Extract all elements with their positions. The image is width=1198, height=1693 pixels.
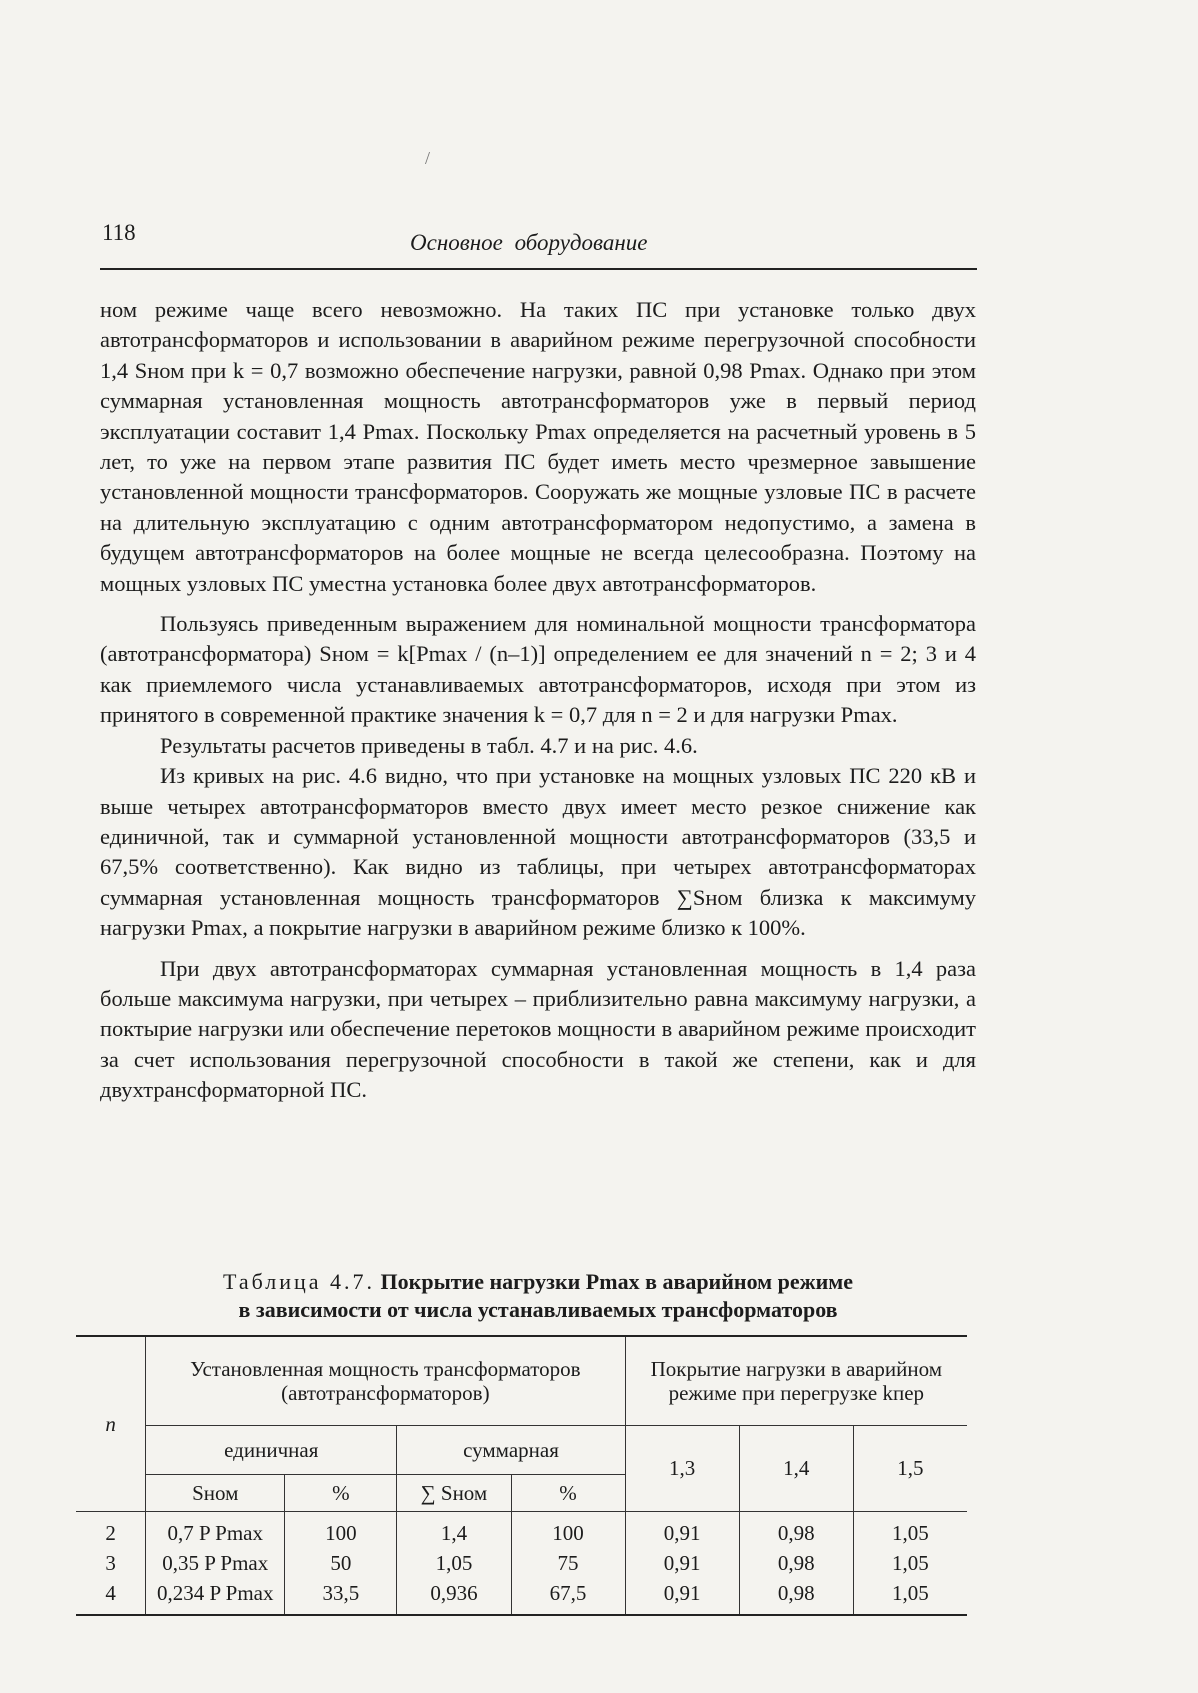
group-coverage-header: Покрытие нагрузки в аварийном режиме при перегрузке kпер bbox=[625, 1336, 967, 1426]
page-header bbox=[100, 208, 977, 270]
paragraph-1: ном режиме чаще всего невозможно. На таких ПС при установке только двух автотрансформаторов и использовании в аварийном режиме перегрузочной способности 1,4 Sном при k = 0,7 возможно обеспечение нагрузки, равной 0,98 Pmax. Однако при этом суммарная установленная мощность автотрансформаторов уже в первый период эксплуатации составит 1,4 Pmax. Поскольку Pmax определяется на расчетный уровень в 5 лет, то уже на первом этапе развития ПС будет иметь место чрезмерное завышение установленной мощности трансформаторов. Сооружать же мощные узловые ПС в расчете на длительную эксплуатацию с одним автотрансформатором недопустимо, а замена в будущем автотрансформаторов на более мощные не всегда целесообразна. Поэтому на мощных узловых ПС уместна установка более двух автотрансформаторов. bbox=[100, 297, 976, 596]
sym-pct1-header: % bbox=[285, 1475, 397, 1512]
body-text bbox=[100, 295, 976, 1106]
table-row bbox=[76, 1578, 967, 1615]
group-installed-header: Установленная мощность трансформаторов (автотрансформаторов) bbox=[146, 1336, 625, 1426]
k-header-1: 1,3 bbox=[625, 1426, 739, 1512]
sub-single-header: единичная bbox=[146, 1426, 397, 1475]
caption-prefix: Таблица 4.7. bbox=[222, 1269, 376, 1294]
running-head: Основное оборудование bbox=[410, 230, 648, 255]
sym-sum-snom-header: ∑ Sном bbox=[397, 1475, 511, 1512]
cell-k15: 1,05 bbox=[853, 1548, 967, 1578]
cell-sum: 0,936 bbox=[397, 1578, 511, 1615]
cell-k14: 0,98 bbox=[739, 1548, 853, 1578]
cell-pct2: 67,5 bbox=[511, 1578, 625, 1615]
table-row bbox=[76, 1512, 967, 1549]
cell-snom: 0,35 P Pmax bbox=[146, 1548, 285, 1578]
cell-pct1: 100 bbox=[285, 1512, 397, 1549]
sym-pct2-header: % bbox=[511, 1475, 625, 1512]
cell-snom: 0,7 P Pmax bbox=[146, 1512, 285, 1549]
cell-n: 3 bbox=[76, 1548, 146, 1578]
cell-k15: 1,05 bbox=[853, 1512, 967, 1549]
table-caption bbox=[100, 1268, 976, 1324]
col-n-header: n bbox=[76, 1336, 146, 1512]
k-header-3: 1,5 bbox=[853, 1426, 967, 1512]
caption-title-line2: в зависимости от числа устанавливаемых трансформаторов bbox=[238, 1297, 838, 1322]
cell-sum: 1,4 bbox=[397, 1512, 511, 1549]
cell-k14: 0,98 bbox=[739, 1578, 853, 1615]
paragraph-5: При двух автотрансформаторах суммарная установленная мощность в 1,4 раза больше максимума нагрузки, при четырех – приблизительно равна максимуму нагрузки, а поктырие нагрузки или обеспечение перетоков мощности в аварийном режиме происходит за счет использования перегрузочной способности в такой же степени, как и для двухтрансформаторной ПС. bbox=[100, 955, 976, 1103]
cell-k13: 0,91 bbox=[625, 1548, 739, 1578]
caption-title-line1: Покрытие нагрузки Pmax в аварийном режиме bbox=[380, 1269, 854, 1294]
paragraph-4: Из кривых на рис. 4.6 видно, что при установке на мощных узловых ПС 220 кВ и выше четырех автотрансформаторов вместо двух имеет место резкое снижение как единичной, так и суммарной установленной мощности автотрансформаторов (33,5 и 67,5% соответственно). Как видно из таблицы, при четырех автотрансформаторах суммарная установленная мощность трансформаторов ∑Sном близка к максимуму нагрузки Pmax, а покрытие нагрузки в аварийном режиме близко к 100%. bbox=[100, 763, 976, 941]
table-row bbox=[76, 1548, 967, 1578]
cell-k15: 1,05 bbox=[853, 1578, 967, 1615]
cell-pct2: 75 bbox=[511, 1548, 625, 1578]
cell-sum: 1,05 bbox=[397, 1548, 511, 1578]
paragraph-2: Пользуясь приведенным выражением для номинальной мощности трансформатора (автотрансформатора) Sном = k[Pmax / (n–1)] определением ее для значений n = 2; 3 и 4 как приемлемого числа устанавливаемых автотрансформаторов, исходя при этом из принятого в современной практике значения k = 0,7 для n = 2 и для нагрузки Pmax. bbox=[100, 611, 976, 728]
cell-snom: 0,234 P Pmax bbox=[146, 1578, 285, 1615]
cell-k14: 0,98 bbox=[739, 1512, 853, 1549]
cell-n: 4 bbox=[76, 1578, 146, 1615]
k-header-2: 1,4 bbox=[739, 1426, 853, 1512]
cell-k13: 0,91 bbox=[625, 1578, 739, 1615]
cell-k13: 0,91 bbox=[625, 1512, 739, 1549]
scan-mark: / bbox=[425, 148, 431, 168]
page-number: 118 bbox=[102, 220, 136, 245]
paragraph-3: Результаты расчетов приведены в табл. 4.7 и на рис. 4.6. bbox=[160, 732, 698, 758]
sub-total-header: суммарная bbox=[397, 1426, 625, 1475]
sym-snom-header: Sном bbox=[146, 1475, 285, 1512]
cell-pct2: 100 bbox=[511, 1512, 625, 1549]
cell-n: 2 bbox=[76, 1512, 146, 1549]
cell-pct1: 50 bbox=[285, 1548, 397, 1578]
coverage-table bbox=[76, 1335, 967, 1616]
cell-pct1: 33,5 bbox=[285, 1578, 397, 1615]
